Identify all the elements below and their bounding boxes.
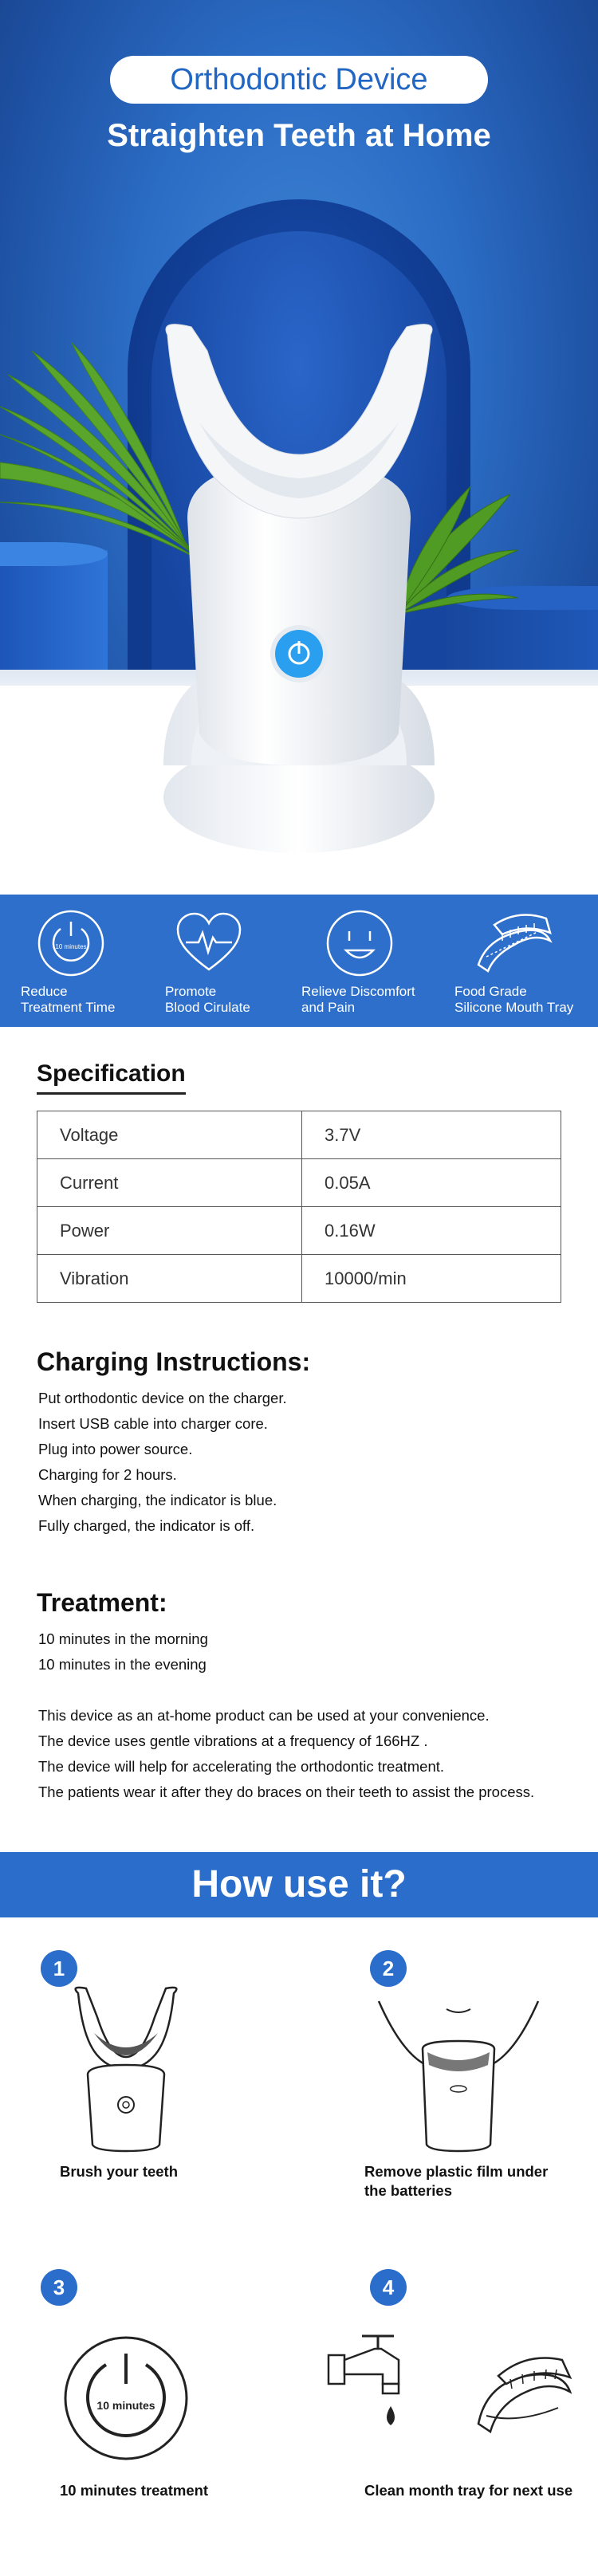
list-item: Put orthodontic device on the charger. [38,1390,287,1406]
feature-icon-text: 10 minutes [55,943,87,950]
spec-value: 0.05A [302,1159,561,1207]
timer-power-icon [62,2334,190,2462]
list-item: When charging, the indicator is blue. [38,1492,277,1508]
feature-strip [0,895,598,1027]
table-row [37,1111,561,1159]
table-row [37,1159,561,1207]
hero-subtitle: Straighten Teeth at Home [107,118,491,153]
timer-power-icon [37,909,105,977]
timer-icon-text: 10 minutes [96,2399,155,2412]
feature-reduce-time [0,895,148,1027]
feature-label: Reduce Treatment Time [21,984,116,1015]
step-label: Remove plastic film under the batteries [364,2163,549,2199]
specification-table [37,1111,561,1303]
step-label: 10 minutes treatment [60,2482,209,2499]
mouth-tray-icon [478,2358,570,2432]
feature-blood-circulate [148,895,295,1027]
step-label: Clean month tray for next use [364,2482,573,2499]
list-item: Plug into power source. [38,1441,193,1457]
treatment-notes [38,1703,534,1805]
step-number: 4 [370,2269,407,2306]
charging-title: Charging Instructions: [37,1347,311,1376]
list-item: Charging for 2 hours. [38,1466,177,1483]
spec-name: Voltage [37,1111,302,1159]
treatment-schedule [38,1626,208,1677]
table-row [37,1255,561,1303]
list-item: 10 minutes in the morning [38,1630,208,1647]
specification-title: Specification [37,1060,186,1095]
remove-film-icon [375,1993,542,2153]
step-number: 3 [41,2269,77,2306]
list-item: The device will help for accelerating the orthodontic treatment. [38,1758,445,1775]
step-label: Brush your teeth [60,2163,179,2180]
spec-name: Power [37,1207,302,1255]
list-item: Insert USB cable into charger core. [38,1415,268,1432]
hero-banner [0,0,598,895]
list-item: 10 minutes in the evening [38,1656,207,1673]
smile-face-icon [325,909,394,977]
table-row [37,1207,561,1255]
spec-value: 10000/min [302,1255,561,1303]
feature-relieve-pain [295,895,447,1027]
step-number: 2 [370,1950,407,1987]
feature-label: Food Grade Silicone Mouth Tray [454,984,574,1015]
feature-label: Promote Blood Cirulate [165,984,250,1015]
charging-instructions [38,1386,287,1539]
feature-label: Relieve Discomfort and Pain [301,984,415,1015]
spec-name: Vibration [37,1255,302,1303]
list-item: The patients wear it after they do braces on their teeth to assist the process. [38,1784,535,1800]
faucet-icon [327,2328,574,2448]
list-item: Fully charged, the indicator is off. [38,1517,255,1534]
how-use-title: How use it? [0,1852,598,1917]
spec-value: 0.16W [302,1207,561,1255]
step-number: 1 [41,1950,77,1987]
orthodontic-device-image [144,319,454,869]
device-brush-icon [70,1985,182,2153]
list-item: This device as an at-home product can be used at your convenience. [38,1707,490,1724]
spec-name: Current [37,1159,302,1207]
feature-silicone-tray [447,895,598,1027]
mouth-tray-icon [470,909,558,977]
treatment-title: Treatment: [37,1588,167,1617]
list-item: The device uses gentle vibrations at a frequency of 166HZ . [38,1732,428,1749]
heart-pulse-icon [175,909,243,977]
hero-title: Orthodontic Device [110,56,488,104]
spec-value: 3.7V [302,1111,561,1159]
